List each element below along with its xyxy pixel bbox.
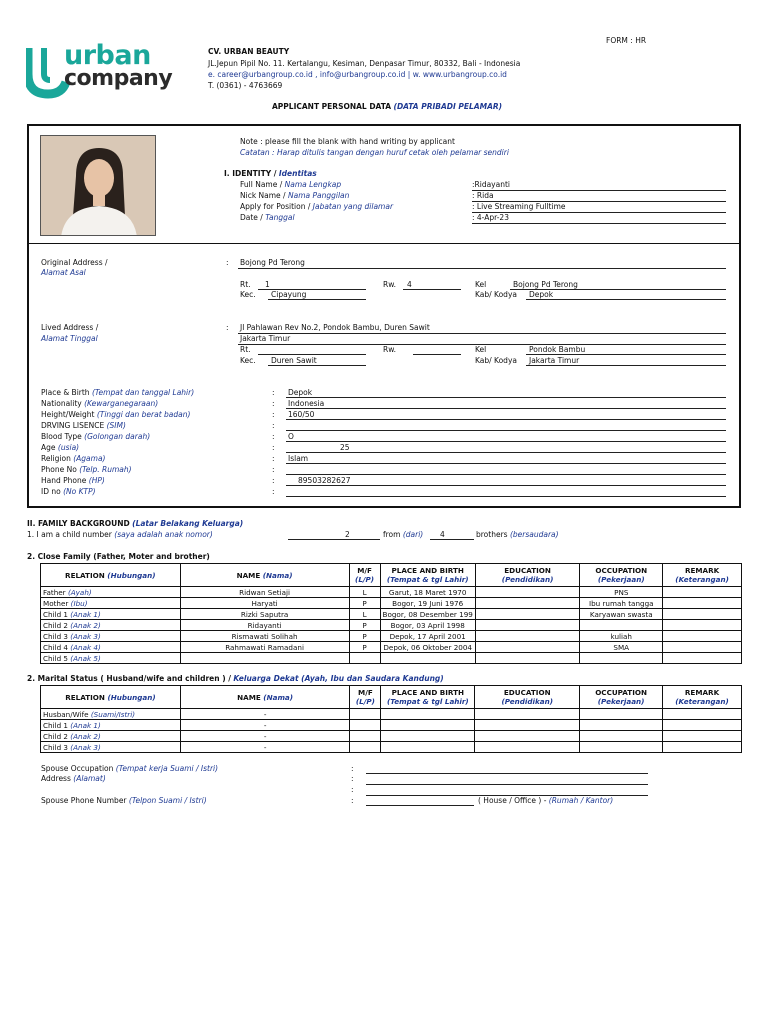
identity-full-name-value: :Ridayanti bbox=[472, 180, 510, 189]
table-row: Child 5 (Anak 5) bbox=[41, 653, 742, 664]
marital-heading: 2. Marital Status ( Husband/wife and children ) / Keluarga Dekat (Ayah, Ibu dan Saudara Kandung) bbox=[27, 674, 444, 683]
person-portrait-icon bbox=[41, 136, 156, 236]
family-child-prefix: 1. I am a child number (saya adalah anak nomor) bbox=[27, 530, 213, 539]
lived-address-label-id: Alamat Tinggal bbox=[41, 334, 98, 343]
marital-table bbox=[40, 685, 742, 753]
identity-heading: I. IDENTITY / Identitas bbox=[224, 169, 317, 178]
family-total: 4 bbox=[440, 530, 445, 539]
personal-colon: : bbox=[272, 443, 275, 452]
close-family-table bbox=[40, 563, 742, 664]
personal-blood-type-label: Blood Type (Golongan darah) bbox=[41, 432, 151, 441]
lived-rt-label: Rt. bbox=[240, 345, 251, 354]
personal-height-weight-label: Height/Weight (Tinggi dan berat badan) bbox=[41, 410, 191, 419]
header-occupation: OCCUPATION (Pekerjaan) bbox=[580, 564, 663, 587]
original-kel-value: Bojong Pd Terong bbox=[513, 280, 578, 289]
personal-religion-value: Islam bbox=[288, 454, 309, 463]
original-address-label: Original Address / bbox=[41, 258, 108, 267]
original-address-colon: : bbox=[226, 258, 229, 267]
table-row: Father (Ayah) Ridwan Setiaji L Garut, 18 Maret 1970 PNS bbox=[41, 587, 742, 598]
table-row: Child 4 (Anak 4) Rahmawati Ramadani P Depok, 06 Oktober 2004 SMA bbox=[41, 642, 742, 653]
section-divider bbox=[27, 243, 741, 244]
table-header-row bbox=[41, 564, 742, 587]
company-name: CV. URBAN BEAUTY bbox=[208, 47, 290, 56]
identity-date-value: : 4-Apr-23 bbox=[472, 213, 509, 222]
header-remark: REMARK (Keterangan) bbox=[663, 564, 742, 587]
personal-nationality-value: Indonesia bbox=[288, 399, 325, 408]
personal-colon: : bbox=[272, 476, 275, 485]
company-address: JL.Jepun Pipil No. 11. Kertalangu, Kesiman, Denpasar Timur, 80332, Bali - Indonesia bbox=[208, 59, 521, 68]
personal-colon: : bbox=[272, 487, 275, 496]
identity-date-label: Date / Tanggal bbox=[240, 213, 295, 222]
original-rw-value: 4 bbox=[407, 280, 412, 289]
spouse-phone-suffix: ( House / Office ) - (Rumah / Kantor) bbox=[478, 796, 614, 805]
spouse-colon: : bbox=[351, 774, 354, 783]
original-kec-label: Kec. bbox=[240, 290, 256, 299]
lived-kab-value: Jakarta Timur bbox=[529, 356, 580, 365]
family-heading: II. FAMILY BACKGROUND (Latar Belakang Keluarga) bbox=[27, 519, 244, 528]
header-relation: RELATION (Hubungan) bbox=[41, 564, 181, 587]
table-row: Child 3 (Anak 3) Rismawati Solihah P Depok, 17 April 2001 kuliah bbox=[41, 631, 742, 642]
lived-rw-label: Rw. bbox=[383, 345, 397, 354]
lived-kec-label: Kec. bbox=[240, 356, 256, 365]
family-from-label: from (dari) bbox=[383, 530, 424, 539]
identity-full-name-label: Full Name / Nama Lengkap bbox=[240, 180, 342, 189]
personal-driving-license-label: DRVING LISENCE (SIM) bbox=[41, 421, 126, 430]
personal-religion-label: Religion (Agama) bbox=[41, 454, 106, 463]
identity-position-value: : Live Streaming Fulltime bbox=[472, 202, 566, 211]
original-kec-value: Cipayung bbox=[271, 290, 307, 299]
personal-age-label: Age (usia) bbox=[41, 443, 80, 452]
personal-colon: : bbox=[272, 421, 275, 430]
spouse-colon: : bbox=[351, 796, 354, 805]
family-child-number: 2 bbox=[345, 530, 350, 539]
lived-kel-value: Pondok Bambu bbox=[529, 345, 586, 354]
header-place-birth: PLACE AND BIRTH (Tempat & tgl Lahir) bbox=[380, 564, 475, 587]
original-rt-label: Rt. bbox=[240, 280, 251, 289]
original-kel-label: Kel bbox=[475, 280, 487, 289]
original-kab-label: Kab/ Kodya bbox=[475, 290, 517, 299]
spouse-address-label: Address (Alamat) bbox=[41, 774, 106, 783]
lived-address-street: Jl Pahlawan Rev No.2, Pondok Bambu, Duren Sawit bbox=[240, 323, 430, 332]
lived-address-colon: : bbox=[226, 323, 229, 332]
personal-place-birth-value: Depok bbox=[288, 388, 313, 397]
logo-text-company: company bbox=[64, 66, 173, 91]
spouse-occupation-label: Spouse Occupation (Tempat kerja Suami / Istri) bbox=[41, 764, 219, 773]
personal-colon: : bbox=[272, 454, 275, 463]
lived-kec-value: Duren Sawit bbox=[271, 356, 317, 365]
table-row: Child 1 (Anak 1) Rizki Saputra L Bogor, 08 Desember 199 Karyawan swasta bbox=[41, 609, 742, 620]
personal-blood-type-value: O bbox=[288, 432, 294, 441]
note-id: Catatan : Harap ditulis tangan dengan huruf cetak oleh pelamar sendiri bbox=[240, 148, 509, 157]
company-contact: e. career@urbangroup.co.id , info@urbangroup.co.id | w. www.urbangroup.co.id bbox=[208, 70, 507, 79]
spouse-colon: : bbox=[351, 785, 354, 794]
page-title: APPLICANT PERSONAL DATA (DATA PRIBADI PELAMAR) bbox=[272, 102, 503, 111]
spouse-colon: : bbox=[351, 764, 354, 773]
identity-nick-name-label: Nick Name / Nama Panggilan bbox=[240, 191, 350, 200]
table-row: Mother (Ibu) Haryati P Bogor, 19 Juni 1976 Ibu rumah tangga bbox=[41, 598, 742, 609]
original-address-label-id: Alamat Asal bbox=[41, 268, 86, 277]
personal-height-weight-value: 160/50 bbox=[288, 410, 315, 419]
table-row: Husban/Wife (Suami/Istri) - bbox=[41, 709, 742, 720]
company-phone: T. (0361) - 4763669 bbox=[208, 81, 283, 90]
lived-address-label: Lived Address / bbox=[41, 323, 99, 332]
original-rw-label: Rw. bbox=[383, 280, 397, 289]
table-row: Child 1 (Anak 1) - bbox=[41, 720, 742, 731]
personal-hand-phone-label: Hand Phone (HP) bbox=[41, 476, 105, 485]
personal-age-value: 25 bbox=[340, 443, 350, 452]
personal-colon: : bbox=[272, 410, 275, 419]
identity-position-label: Apply for Position / Jabatan yang dilamar bbox=[240, 202, 394, 211]
table-row: Child 3 (Anak 3) - bbox=[41, 742, 742, 753]
personal-phone-label: Phone No (Telp. Rumah) bbox=[41, 465, 132, 474]
personal-nationality-label: Nationality (Kewarganegaraan) bbox=[41, 399, 159, 408]
personal-place-birth-label: Place & Birth (Tempat dan tanggal Lahir) bbox=[41, 388, 195, 397]
header-mf: M/F (L/P) bbox=[349, 564, 380, 587]
personal-colon: : bbox=[272, 388, 275, 397]
personal-hand-phone-value: 89503282627 bbox=[298, 476, 351, 485]
form-code: FORM : HR bbox=[606, 36, 647, 45]
lived-kab-label: Kab/ Kodya bbox=[475, 356, 517, 365]
original-kab-value: Depok bbox=[529, 290, 554, 299]
identity-nick-name-value: : Rida bbox=[472, 191, 494, 200]
note-en: Note : please fill the blank with hand writing by applicant bbox=[240, 137, 455, 146]
lived-address-street-2: Jakarta Timur bbox=[240, 334, 291, 343]
spouse-phone-label: Spouse Phone Number (Telpon Suami / Istri) bbox=[41, 796, 207, 805]
applicant-photo bbox=[40, 135, 156, 236]
logo-text-urban: urban bbox=[64, 40, 151, 71]
original-address-street: Bojong Pd Terong bbox=[240, 258, 305, 267]
original-rt-value: 1 bbox=[265, 280, 270, 289]
personal-id-no-label: ID no (No KTP) bbox=[41, 487, 96, 496]
close-family-heading: 2. Close Family (Father, Moter and brother) bbox=[27, 552, 210, 561]
personal-colon: : bbox=[272, 432, 275, 441]
table-row: Child 2 (Anak 2) - bbox=[41, 731, 742, 742]
header-name: NAME (Nama) bbox=[180, 564, 349, 587]
header-education: EDUCATION (Pendidikan) bbox=[475, 564, 579, 587]
table-row: Child 2 (Anak 2) Ridayanti P Bogor, 03 April 1998 bbox=[41, 620, 742, 631]
family-brothers-label: brothers (bersaudara) bbox=[476, 530, 559, 539]
personal-colon: : bbox=[272, 465, 275, 474]
table-header-row: RELATION (Hubungan) NAME (Nama) M/F (L/P) PLACE AND BIRTH (Tempat & tgl Lahir) EDUCATION (Pendidikan) OCCUPATION (Pekerjaan) REMARK (Keterangan) bbox=[41, 686, 742, 709]
personal-colon: : bbox=[272, 399, 275, 408]
lived-kel-label: Kel bbox=[475, 345, 487, 354]
